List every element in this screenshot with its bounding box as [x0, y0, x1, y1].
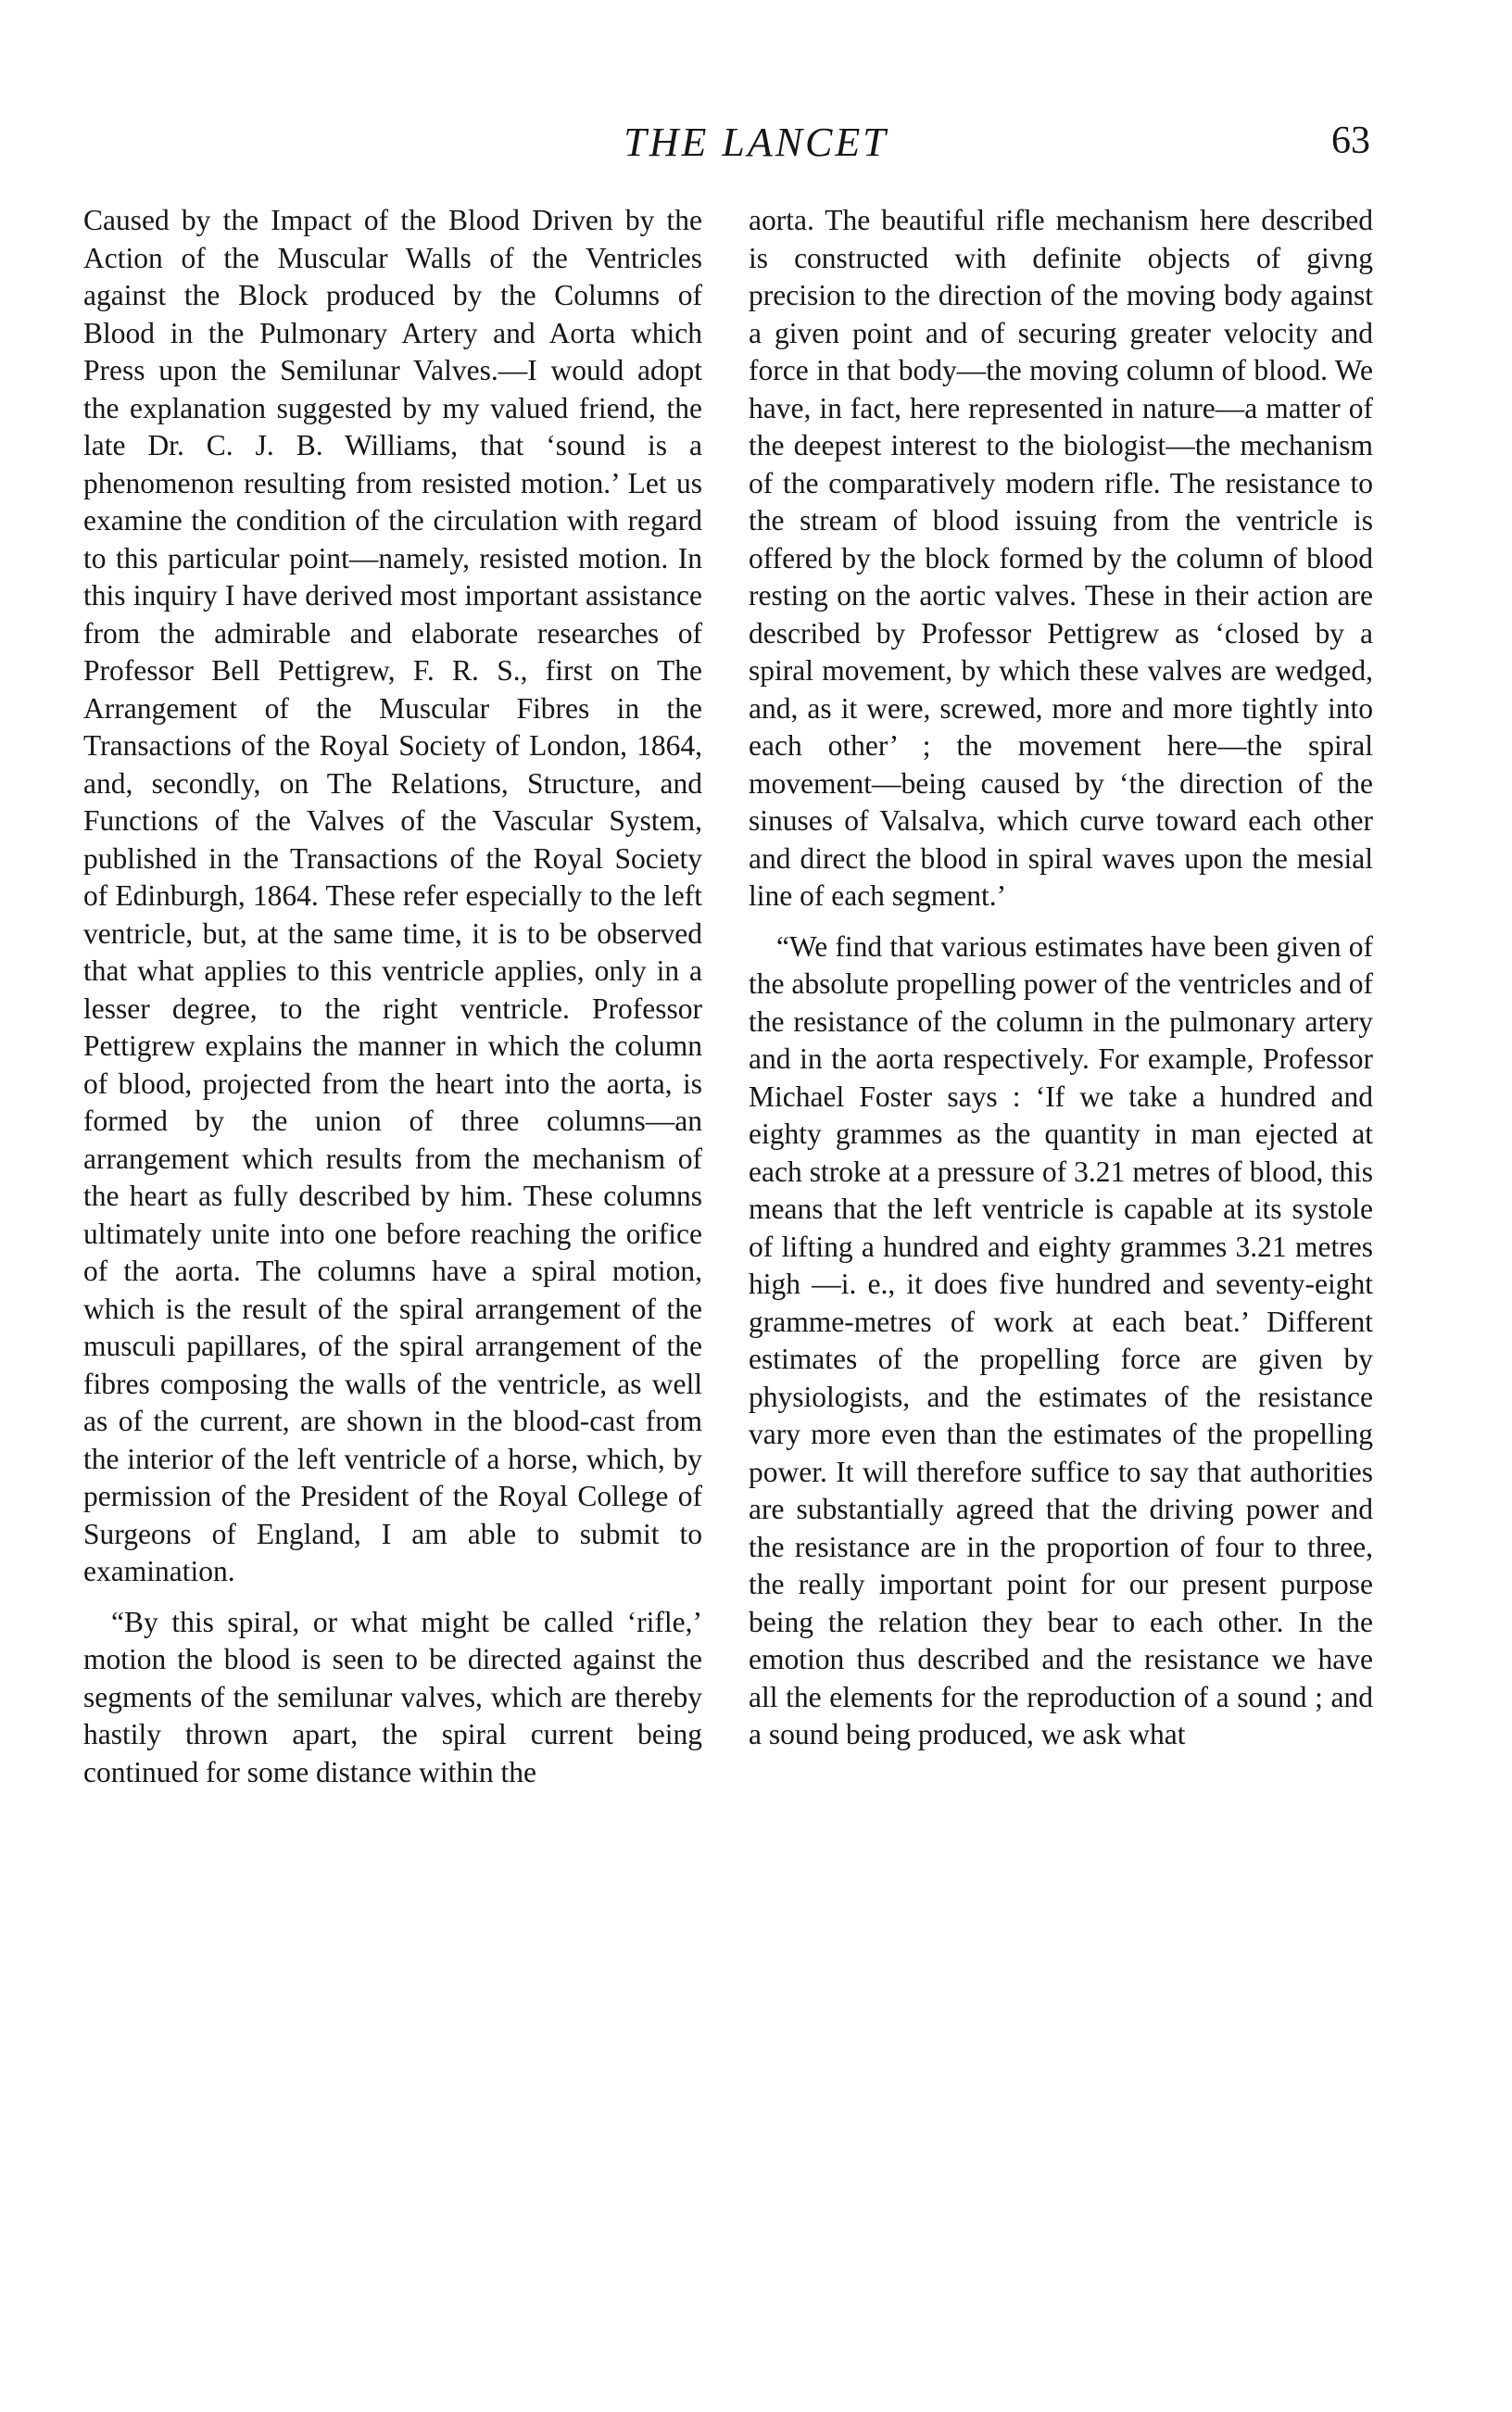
right-paragraph-2: “We find that various estimates have been given of the absolute propelling power of the ventricles and of the resistance of the column in the pulmonary artery and in the aorta respectively. For example, Professor Michael Foster says : ‘If we take a hundred and eighty grammes as the quantity in man ejected at each stroke at a pressure of 3.21 metres of blood, this means that the left ventricle is capable at its systole of lifting a hundred and eighty grammes 3.21 metres high —i. e., it does five hundred and seventy-eight gramme-metres of work at each beat.’ Different estimates of the propelling force are given by physiologists, and the estimates of the resistance vary more even than the estimates of the propelling power. It will therefore suffice to say that authorities are substantially agreed that the driving power and the resistance are in the proportion of four to three, the really important point for our present purpose being the relation they bear to each other. In the emotion thus described and the resistance we have all the elements for the reproduction of a sound ; and a sound being produced, we ask what [749, 929, 1373, 1750]
left-paragraph-1: Caused by the Impact of the Blood Driven by the Action of the Muscular Walls of the Ventricles against the Block produced by the Columns of Blood in the Pulmonary Artery and Aorta which Press upon the Semilunar Valves.—I would adopt the explanation suggested by my valued friend, the late Dr. C. J. B. Williams, that ‘sound is a phenomenon resulting from resisted motion.’ Let us examine the condition of the circulation with regard to this particular point—namely, resisted motion. In this inquiry I have derived most important assistance from the admirable and elaborate researches of Professor Bell Pettigrew, F. R. S., first on The Arrangement of the Muscular Fibres in the Transactions of the Royal Society of London, 1864, and, secondly, on The Relations, Structure, and Functions of the Valves of the Vascular System, published in the Transactions of the Royal Society of Edinburgh, 1864. These refer especially to the left ventricle, but, at the same time, it is to be observed that what applies to this ventricle applies, only in a lesser degree, to the right ventricle. Professor Pettigrew explains the manner in which the column of blood, projected from the heart into the aorta, is formed by the union of three columns—an arrangement which results from the mechanism of the heart as fully described by him. These columns ultimately unite into one before reaching the orifice of the aorta. The columns have a spiral motion, which is the result of the spiral arrangement of the musculi papillares, of the spiral arrangement of the fibres composing the walls of the ventricle, as well as of the current, are shown in the blood-cast from the interior of the left ventricle of a horse, which, by permission of the President of the Royal College of Surgeons of England, I am able to submit to examination. [83, 204, 702, 1587]
right-column [749, 202, 1373, 1754]
left-paragraph-2: “By this spiral, or what might be called ‘rifle,’ motion the blood is seen to be directed against the segments of the semilunar valves, which are thereby hastily thrown apart, the spiral current being continued for some distance within the [83, 1605, 702, 1788]
page-number: 63 [1331, 120, 1370, 162]
right-paragraph-1: aorta. The beautiful rifle mechanism here described is constructed with definite objects of givng precision to the direction of the moving body against a given point and of securing greater velocity and force in that body—the moving column of blood. We have, in fact, here represented in nature—a matter of the deepest interest to the biologist—the mechanism of the comparatively modern rifle. The resistance to the stream of blood issuing from the ventricle is offered by the block formed by the column of blood resting on the aortic valves. These in their action are described by Professor Pettigrew as ‘closed by a spiral movement, by which these valves are wedged, and, as it were, screwed, more and more tightly into each other’ ; the movement here—the spiral movement—being caused by ‘the direction of the sinuses of Valsalva, which curve toward each other and direct the blood in spiral waves upon the mesial line of each segment.’ [749, 204, 1373, 912]
left-column [83, 202, 702, 1791]
page-header [0, 119, 1512, 174]
running-title: THE LANCET [624, 120, 888, 165]
